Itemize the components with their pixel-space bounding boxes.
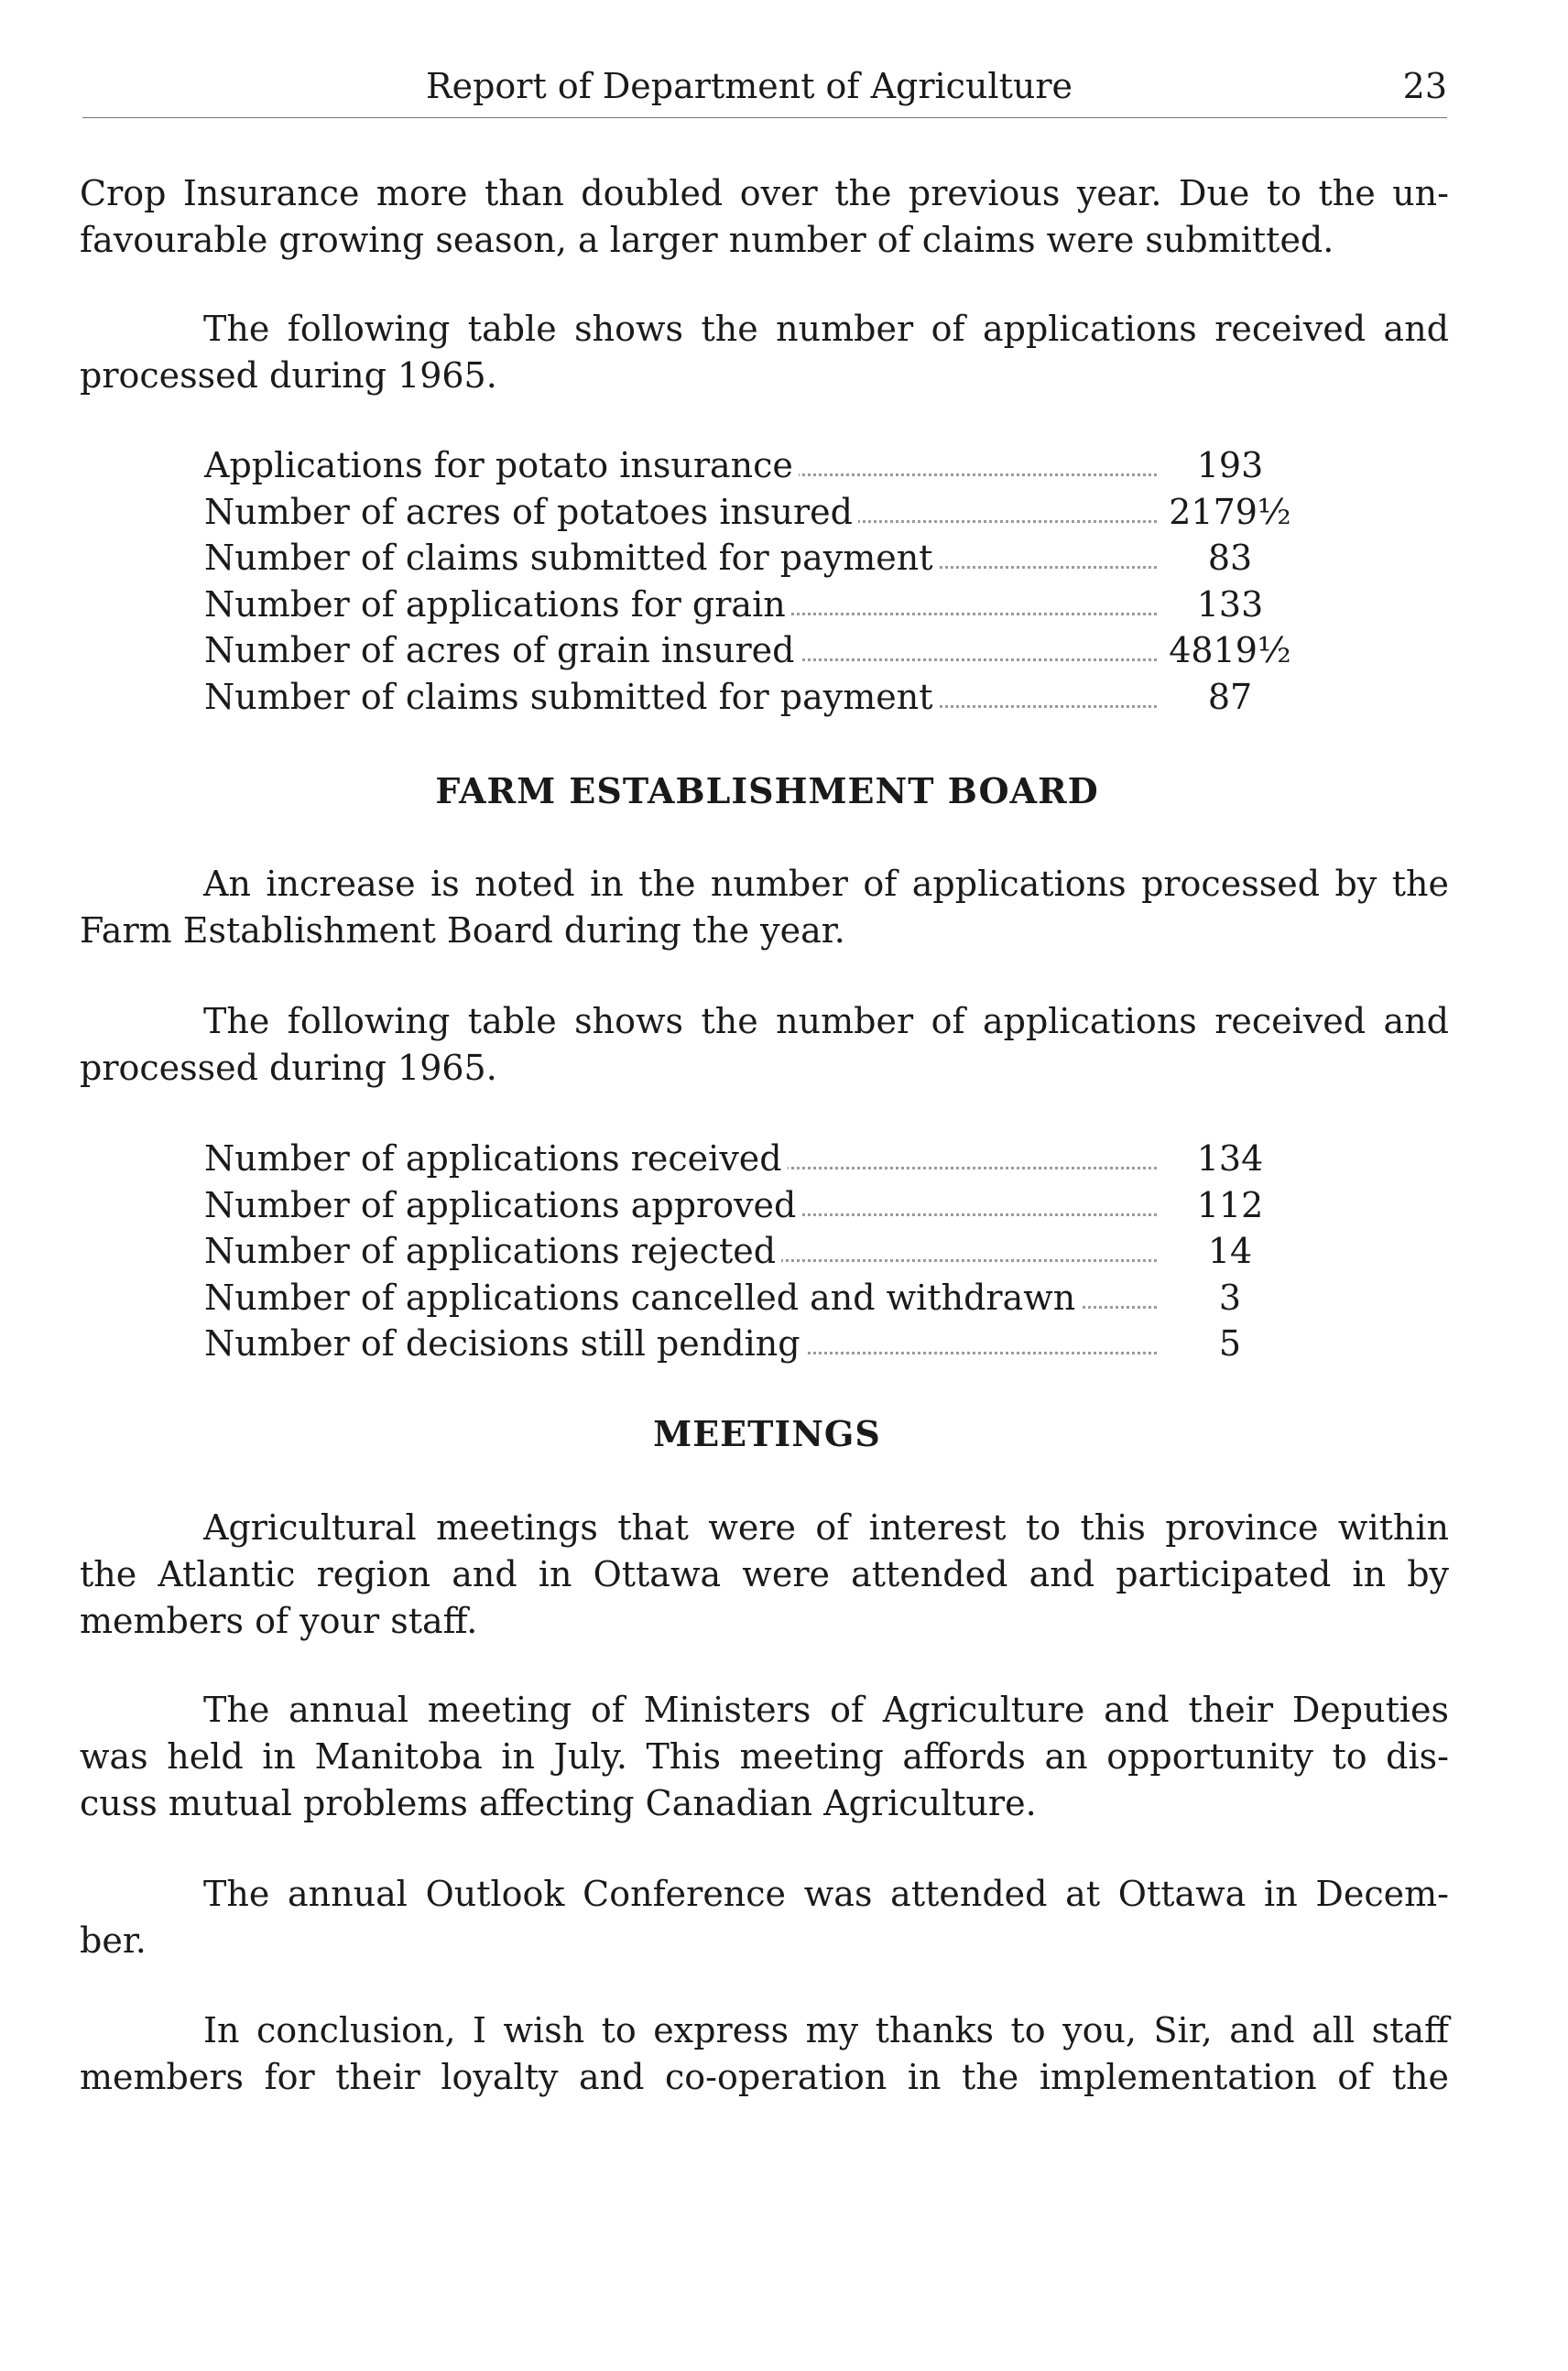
table-row xyxy=(204,442,1303,489)
row-label: Number of acres of potatoes insured xyxy=(204,489,858,536)
table-row xyxy=(204,535,1303,582)
header-rule xyxy=(82,117,1447,118)
row-value: 14 xyxy=(1207,1231,1253,1271)
page-number: 23 xyxy=(1402,66,1447,106)
row-label: Applications for potato insurance xyxy=(204,442,799,489)
farm-board-table xyxy=(204,1136,1303,1367)
row-value: 134 xyxy=(1196,1138,1264,1179)
row-value: 83 xyxy=(1207,538,1253,578)
row-value: 193 xyxy=(1196,445,1264,485)
text-line: the Atlantic region and in Ottawa were attended and participated in by xyxy=(80,1554,1449,1594)
row-value: 133 xyxy=(1196,583,1264,625)
meetings-paragraph-1 xyxy=(80,1505,1449,1645)
row-value: 4819½ xyxy=(1169,630,1291,670)
table-row xyxy=(204,582,1303,628)
table-row xyxy=(204,1275,1303,1321)
row-label: Number of acres of grain insured xyxy=(204,627,800,674)
text-line: Agricultural meetings that were of interest to this province within xyxy=(203,1507,1449,1548)
row-label: Number of applications approved xyxy=(204,1182,801,1229)
text-line: The annual Outlook Conference was attended at Ottawa in Decem- xyxy=(203,1874,1449,1914)
text-line: Farm Establishment Board during the year. xyxy=(80,910,845,951)
text-line: members of your staff. xyxy=(80,1601,478,1641)
section-heading-farm: FARM ESTABLISHMENT BOARD xyxy=(435,770,1099,811)
section-heading-meetings: MEETINGS xyxy=(653,1413,881,1454)
farm-paragraph-1 xyxy=(80,861,1449,954)
row-label: Number of applications rejected xyxy=(204,1228,781,1275)
meetings-paragraph-4 xyxy=(80,2007,1449,2101)
row-value: 87 xyxy=(1207,676,1253,717)
intro-paragraph-1 xyxy=(80,170,1449,264)
row-label: Number of applications for grain xyxy=(204,582,791,628)
text-line: favourable growing season, a larger number of claims were submitted. xyxy=(80,220,1334,260)
table-row xyxy=(204,1182,1303,1229)
text-line: ber. xyxy=(80,1920,147,1961)
farm-paragraph-2 xyxy=(80,998,1449,1092)
crop-insurance-table xyxy=(204,442,1303,720)
row-value: 5 xyxy=(1218,1323,1242,1364)
row-label: Number of applications received xyxy=(204,1136,788,1182)
row-value: 112 xyxy=(1196,1184,1264,1225)
row-label: Number of applications cancelled and withdrawn xyxy=(204,1275,1081,1321)
text-line: In conclusion, I wish to express my thanks to you, Sir, and all staff xyxy=(203,2010,1449,2050)
row-label: Number of claims submitted for payment xyxy=(204,674,939,721)
text-line: The following table shows the number of applications received and xyxy=(203,309,1449,349)
row-label: Number of claims submitted for payment xyxy=(204,535,939,582)
row-value: 3 xyxy=(1218,1277,1242,1318)
row-label: Number of decisions still pending xyxy=(204,1321,806,1367)
text-line: An increase is noted in the number of applications processed by the xyxy=(203,864,1449,904)
table-row xyxy=(204,489,1303,536)
intro-paragraph-2 xyxy=(80,306,1449,399)
table-row xyxy=(204,1228,1303,1275)
running-header xyxy=(82,57,1447,115)
text-line: was held in Manitoba in July. This meeting affords an opportunity to dis- xyxy=(80,1736,1449,1777)
text-line: Crop Insurance more than doubled over the previous year. Due to the un- xyxy=(80,173,1449,213)
table-row xyxy=(204,627,1303,674)
row-value: 2179½ xyxy=(1169,491,1291,532)
text-line: members for their loyalty and co-operation in the implementation of the xyxy=(80,2057,1449,2097)
meetings-paragraph-3 xyxy=(80,1871,1449,1964)
text-line: processed during 1965. xyxy=(80,355,497,396)
header-title: Report of Department of Agriculture xyxy=(426,66,1073,106)
table-row xyxy=(204,674,1303,721)
table-row xyxy=(204,1321,1303,1367)
text-line: The annual meeting of Ministers of Agriculture and their Deputies xyxy=(203,1690,1449,1730)
table-row xyxy=(204,1136,1303,1182)
meetings-paragraph-2 xyxy=(80,1687,1449,1827)
text-line: cuss mutual problems affecting Canadian Agriculture. xyxy=(80,1783,1037,1823)
text-line: processed during 1965. xyxy=(80,1048,497,1088)
text-line: The following table shows the number of applications received and xyxy=(203,1001,1449,1041)
